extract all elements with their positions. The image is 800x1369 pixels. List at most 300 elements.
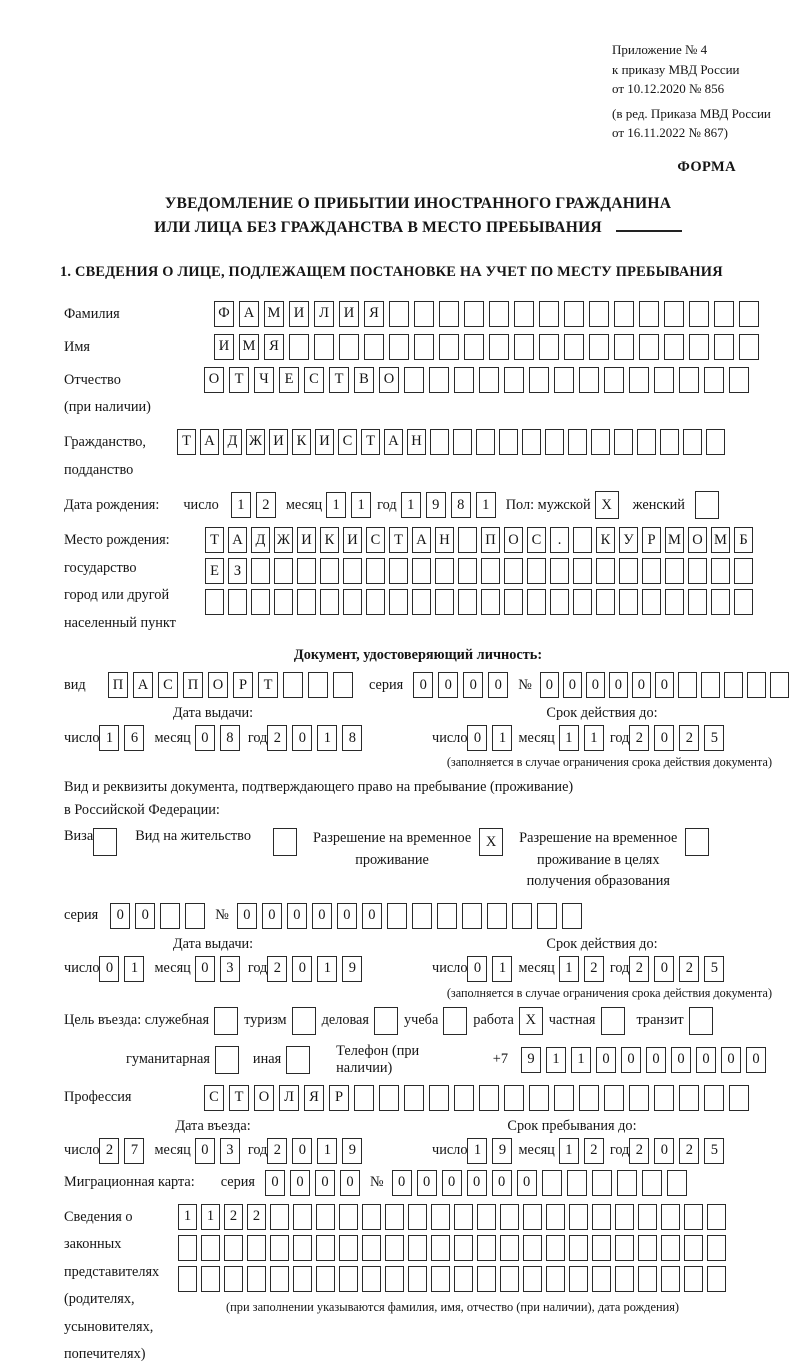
char-cell[interactable]: [614, 301, 634, 327]
char-cell[interactable]: [431, 1204, 450, 1230]
char-cell[interactable]: Ф: [214, 301, 234, 327]
char-cell[interactable]: 0: [337, 903, 357, 929]
char-cell[interactable]: [642, 1170, 662, 1196]
char-cell[interactable]: [293, 1235, 312, 1261]
char-cell[interactable]: 5: [704, 956, 724, 982]
char-cell[interactable]: 0: [488, 672, 508, 698]
char-cell[interactable]: [389, 301, 409, 327]
char-cell[interactable]: 0: [467, 956, 487, 982]
char-cell[interactable]: [270, 1235, 289, 1261]
char-cell[interactable]: 0: [671, 1047, 691, 1073]
char-cell[interactable]: 0: [413, 672, 433, 698]
char-cell[interactable]: [701, 672, 720, 698]
char-cell[interactable]: [414, 334, 434, 360]
char-cell[interactable]: [462, 903, 482, 929]
char-cell[interactable]: Ж: [246, 429, 265, 455]
char-cell[interactable]: [542, 1170, 562, 1196]
char-cell[interactable]: [500, 1266, 519, 1292]
char-cell[interactable]: [205, 589, 224, 615]
char-cell[interactable]: 0: [135, 903, 155, 929]
char-cell[interactable]: И: [269, 429, 288, 455]
char-cell[interactable]: [522, 429, 541, 455]
char-cell[interactable]: 2: [267, 1138, 287, 1164]
char-cell[interactable]: [431, 1266, 450, 1292]
char-cell[interactable]: [389, 589, 408, 615]
char-cell[interactable]: 1: [317, 725, 337, 751]
char-cell[interactable]: 9: [426, 492, 446, 518]
char-cell[interactable]: В: [354, 367, 374, 393]
char-cell[interactable]: 0: [492, 1170, 512, 1196]
char-cell[interactable]: [638, 1204, 657, 1230]
char-cell[interactable]: О: [379, 367, 399, 393]
char-cell[interactable]: 0: [442, 1170, 462, 1196]
char-cell[interactable]: [458, 589, 477, 615]
char-cell[interactable]: [430, 429, 449, 455]
char-cell[interactable]: Т: [329, 367, 349, 393]
char-cell[interactable]: [589, 301, 609, 327]
char-cell[interactable]: [389, 558, 408, 584]
char-cell[interactable]: [389, 334, 409, 360]
char-cell[interactable]: [481, 558, 500, 584]
char-cell[interactable]: Р: [233, 672, 253, 698]
char-cell[interactable]: 0: [632, 672, 651, 698]
char-cell[interactable]: [364, 334, 384, 360]
char-cell[interactable]: У: [619, 527, 638, 553]
char-cell[interactable]: [479, 1085, 499, 1111]
char-cell[interactable]: [614, 334, 634, 360]
char-cell[interactable]: [523, 1235, 542, 1261]
char-cell[interactable]: [454, 1235, 473, 1261]
char-cell[interactable]: Т: [229, 367, 249, 393]
char-cell[interactable]: [362, 1235, 381, 1261]
char-cell[interactable]: [567, 1170, 587, 1196]
char-cell[interactable]: 0: [563, 672, 582, 698]
char-cell[interactable]: [273, 828, 297, 856]
char-cell[interactable]: Д: [251, 527, 270, 553]
char-cell[interactable]: [667, 1170, 687, 1196]
char-cell[interactable]: [333, 672, 353, 698]
char-cell[interactable]: М: [264, 301, 284, 327]
char-cell[interactable]: [477, 1204, 496, 1230]
char-cell[interactable]: С: [527, 527, 546, 553]
char-cell[interactable]: [664, 301, 684, 327]
char-cell[interactable]: [729, 367, 749, 393]
char-cell[interactable]: И: [315, 429, 334, 455]
char-cell[interactable]: О: [688, 527, 707, 553]
char-cell[interactable]: [314, 334, 334, 360]
char-cell[interactable]: [573, 558, 592, 584]
char-cell[interactable]: 6: [124, 725, 144, 751]
char-cell[interactable]: О: [204, 367, 224, 393]
char-cell[interactable]: 0: [438, 672, 458, 698]
char-cell[interactable]: [688, 589, 707, 615]
char-cell[interactable]: М: [711, 527, 730, 553]
char-cell[interactable]: 9: [521, 1047, 541, 1073]
char-cell[interactable]: 0: [315, 1170, 335, 1196]
char-cell[interactable]: Н: [407, 429, 426, 455]
char-cell[interactable]: [251, 558, 270, 584]
char-cell[interactable]: [629, 1085, 649, 1111]
char-cell[interactable]: [679, 1085, 699, 1111]
char-cell[interactable]: 0: [467, 725, 487, 751]
char-cell[interactable]: [637, 429, 656, 455]
char-cell[interactable]: [707, 1204, 726, 1230]
char-cell[interactable]: [615, 1204, 634, 1230]
char-cell[interactable]: 0: [292, 956, 312, 982]
char-cell[interactable]: А: [228, 527, 247, 553]
char-cell[interactable]: [454, 1085, 474, 1111]
char-cell[interactable]: [569, 1266, 588, 1292]
char-cell[interactable]: [569, 1204, 588, 1230]
char-cell[interactable]: 8: [220, 725, 240, 751]
char-cell[interactable]: 1: [546, 1047, 566, 1073]
char-cell[interactable]: .: [550, 527, 569, 553]
char-cell[interactable]: [214, 1007, 238, 1035]
char-cell[interactable]: С: [366, 527, 385, 553]
char-cell[interactable]: 0: [287, 903, 307, 929]
char-cell[interactable]: [638, 1235, 657, 1261]
char-cell[interactable]: [707, 1235, 726, 1261]
char-cell[interactable]: [454, 1204, 473, 1230]
char-cell[interactable]: [412, 589, 431, 615]
char-cell[interactable]: [504, 589, 523, 615]
char-cell[interactable]: 0: [195, 1138, 215, 1164]
char-cell[interactable]: [178, 1235, 197, 1261]
char-cell[interactable]: 0: [721, 1047, 741, 1073]
char-cell[interactable]: [270, 1204, 289, 1230]
char-cell[interactable]: [639, 301, 659, 327]
char-cell[interactable]: Т: [229, 1085, 249, 1111]
char-cell[interactable]: 1: [476, 492, 496, 518]
char-cell[interactable]: 5: [704, 1138, 724, 1164]
char-cell[interactable]: [431, 1235, 450, 1261]
char-cell[interactable]: Т: [177, 429, 196, 455]
char-cell[interactable]: [454, 1266, 473, 1292]
char-cell[interactable]: [711, 558, 730, 584]
char-cell[interactable]: [504, 558, 523, 584]
char-cell[interactable]: [379, 1085, 399, 1111]
char-cell[interactable]: [343, 558, 362, 584]
char-cell[interactable]: [481, 589, 500, 615]
char-cell[interactable]: [665, 558, 684, 584]
char-cell[interactable]: 0: [540, 672, 559, 698]
char-cell[interactable]: [404, 1085, 424, 1111]
char-cell[interactable]: [435, 589, 454, 615]
char-cell[interactable]: [201, 1266, 220, 1292]
char-cell[interactable]: 9: [492, 1138, 512, 1164]
char-cell[interactable]: 0: [621, 1047, 641, 1073]
char-cell[interactable]: [215, 1046, 239, 1074]
char-cell[interactable]: 9: [342, 956, 362, 982]
char-cell[interactable]: [579, 1085, 599, 1111]
char-cell[interactable]: [489, 301, 509, 327]
char-cell[interactable]: 0: [312, 903, 332, 929]
char-cell[interactable]: [579, 367, 599, 393]
char-cell[interactable]: [339, 1204, 358, 1230]
char-cell[interactable]: [408, 1235, 427, 1261]
char-cell[interactable]: [545, 429, 564, 455]
char-cell[interactable]: [439, 334, 459, 360]
char-cell[interactable]: 1: [559, 725, 579, 751]
char-cell[interactable]: Ж: [274, 527, 293, 553]
char-cell[interactable]: [412, 558, 431, 584]
char-cell[interactable]: [704, 1085, 724, 1111]
char-cell[interactable]: [638, 1266, 657, 1292]
char-cell[interactable]: П: [183, 672, 203, 698]
char-cell[interactable]: [550, 589, 569, 615]
char-cell[interactable]: [564, 334, 584, 360]
char-cell[interactable]: 0: [290, 1170, 310, 1196]
char-cell[interactable]: [679, 367, 699, 393]
char-cell[interactable]: [385, 1235, 404, 1261]
char-cell[interactable]: К: [320, 527, 339, 553]
char-cell[interactable]: О: [504, 527, 523, 553]
char-cell[interactable]: [343, 589, 362, 615]
char-cell[interactable]: [443, 1007, 467, 1035]
char-cell[interactable]: Я: [264, 334, 284, 360]
char-cell[interactable]: А: [200, 429, 219, 455]
char-cell[interactable]: 1: [571, 1047, 591, 1073]
char-cell[interactable]: [293, 1204, 312, 1230]
char-cell[interactable]: 7: [124, 1138, 144, 1164]
char-cell[interactable]: 0: [362, 903, 382, 929]
char-cell[interactable]: А: [412, 527, 431, 553]
char-cell[interactable]: [289, 334, 309, 360]
char-cell[interactable]: Р: [642, 527, 661, 553]
char-cell[interactable]: 2: [679, 725, 699, 751]
char-cell[interactable]: И: [297, 527, 316, 553]
char-cell[interactable]: [362, 1204, 381, 1230]
char-cell[interactable]: И: [343, 527, 362, 553]
char-cell[interactable]: Н: [435, 527, 454, 553]
char-cell[interactable]: Т: [361, 429, 380, 455]
char-cell[interactable]: [747, 672, 766, 698]
char-cell[interactable]: [247, 1266, 266, 1292]
char-cell[interactable]: [439, 301, 459, 327]
char-cell[interactable]: 1: [201, 1204, 220, 1230]
char-cell[interactable]: [429, 367, 449, 393]
char-cell[interactable]: Т: [205, 527, 224, 553]
char-cell[interactable]: 2: [679, 956, 699, 982]
char-cell[interactable]: Т: [258, 672, 278, 698]
char-cell[interactable]: 1: [317, 956, 337, 982]
char-cell[interactable]: [573, 527, 592, 553]
char-cell[interactable]: [412, 903, 432, 929]
char-cell[interactable]: [596, 589, 615, 615]
char-cell[interactable]: [689, 334, 709, 360]
char-cell[interactable]: [661, 1235, 680, 1261]
char-cell[interactable]: [476, 429, 495, 455]
char-cell[interactable]: [592, 1266, 611, 1292]
char-cell[interactable]: П: [108, 672, 128, 698]
char-cell[interactable]: [274, 589, 293, 615]
char-cell[interactable]: [683, 429, 702, 455]
char-cell[interactable]: [514, 301, 534, 327]
char-cell[interactable]: 8: [342, 725, 362, 751]
char-cell[interactable]: Я: [364, 301, 384, 327]
char-cell[interactable]: [562, 903, 582, 929]
char-cell[interactable]: [274, 558, 293, 584]
char-cell[interactable]: 9: [342, 1138, 362, 1164]
char-cell[interactable]: 2: [267, 956, 287, 982]
char-cell[interactable]: [661, 1266, 680, 1292]
char-cell[interactable]: 1: [401, 492, 421, 518]
char-cell[interactable]: 1: [584, 725, 604, 751]
char-cell[interactable]: 2: [224, 1204, 243, 1230]
char-cell[interactable]: [739, 301, 759, 327]
char-cell[interactable]: 0: [262, 903, 282, 929]
char-cell[interactable]: [247, 1235, 266, 1261]
char-cell[interactable]: 2: [584, 956, 604, 982]
char-cell[interactable]: [589, 334, 609, 360]
char-cell[interactable]: 1: [559, 956, 579, 982]
char-cell[interactable]: 1: [231, 492, 251, 518]
char-cell[interactable]: 0: [609, 672, 628, 698]
char-cell[interactable]: [615, 1235, 634, 1261]
char-cell[interactable]: [354, 1085, 374, 1111]
char-cell[interactable]: [689, 1007, 713, 1035]
char-cell[interactable]: [414, 301, 434, 327]
char-cell[interactable]: [185, 903, 205, 929]
char-cell[interactable]: [408, 1204, 427, 1230]
char-cell[interactable]: 0: [654, 1138, 674, 1164]
char-cell[interactable]: [568, 429, 587, 455]
char-cell[interactable]: [734, 589, 753, 615]
char-cell[interactable]: [614, 429, 633, 455]
char-cell[interactable]: [664, 334, 684, 360]
char-cell[interactable]: О: [208, 672, 228, 698]
char-cell[interactable]: X: [595, 491, 619, 519]
char-cell[interactable]: 0: [99, 956, 119, 982]
char-cell[interactable]: [573, 589, 592, 615]
char-cell[interactable]: Т: [389, 527, 408, 553]
char-cell[interactable]: [366, 589, 385, 615]
char-cell[interactable]: 1: [492, 725, 512, 751]
char-cell[interactable]: [706, 429, 725, 455]
char-cell[interactable]: [339, 1235, 358, 1261]
char-cell[interactable]: Л: [314, 301, 334, 327]
char-cell[interactable]: [539, 301, 559, 327]
char-cell[interactable]: [320, 558, 339, 584]
char-cell[interactable]: [366, 558, 385, 584]
char-cell[interactable]: [569, 1235, 588, 1261]
char-cell[interactable]: Д: [223, 429, 242, 455]
char-cell[interactable]: [707, 1266, 726, 1292]
char-cell[interactable]: [429, 1085, 449, 1111]
char-cell[interactable]: 1: [351, 492, 371, 518]
char-cell[interactable]: [729, 1085, 749, 1111]
char-cell[interactable]: Е: [205, 558, 224, 584]
char-cell[interactable]: [385, 1266, 404, 1292]
char-cell[interactable]: 0: [417, 1170, 437, 1196]
char-cell[interactable]: [512, 903, 532, 929]
char-cell[interactable]: [770, 672, 789, 698]
char-cell[interactable]: К: [596, 527, 615, 553]
char-cell[interactable]: [704, 367, 724, 393]
char-cell[interactable]: [504, 367, 524, 393]
char-cell[interactable]: [523, 1266, 542, 1292]
char-cell[interactable]: [684, 1204, 703, 1230]
char-cell[interactable]: [523, 1204, 542, 1230]
char-cell[interactable]: Е: [279, 367, 299, 393]
char-cell[interactable]: [592, 1235, 611, 1261]
char-cell[interactable]: [499, 429, 518, 455]
char-cell[interactable]: 0: [292, 1138, 312, 1164]
char-cell[interactable]: Р: [329, 1085, 349, 1111]
char-cell[interactable]: [529, 1085, 549, 1111]
char-cell[interactable]: [711, 589, 730, 615]
char-cell[interactable]: [408, 1266, 427, 1292]
char-cell[interactable]: 0: [110, 903, 130, 929]
char-cell[interactable]: С: [304, 367, 324, 393]
char-cell[interactable]: [500, 1235, 519, 1261]
char-cell[interactable]: И: [339, 301, 359, 327]
char-cell[interactable]: К: [292, 429, 311, 455]
char-cell[interactable]: [714, 301, 734, 327]
char-cell[interactable]: [489, 334, 509, 360]
char-cell[interactable]: [688, 558, 707, 584]
char-cell[interactable]: [678, 672, 697, 698]
char-cell[interactable]: [619, 558, 638, 584]
char-cell[interactable]: С: [338, 429, 357, 455]
char-cell[interactable]: 0: [392, 1170, 412, 1196]
char-cell[interactable]: [604, 1085, 624, 1111]
char-cell[interactable]: 2: [629, 725, 649, 751]
char-cell[interactable]: А: [384, 429, 403, 455]
char-cell[interactable]: 3: [220, 956, 240, 982]
char-cell[interactable]: [714, 334, 734, 360]
char-cell[interactable]: [546, 1235, 565, 1261]
char-cell[interactable]: [685, 828, 709, 856]
char-cell[interactable]: 2: [629, 1138, 649, 1164]
char-cell[interactable]: 0: [517, 1170, 537, 1196]
char-cell[interactable]: 0: [340, 1170, 360, 1196]
char-cell[interactable]: 2: [99, 1138, 119, 1164]
char-cell[interactable]: 0: [655, 672, 674, 698]
char-cell[interactable]: [458, 558, 477, 584]
char-cell[interactable]: 2: [584, 1138, 604, 1164]
char-cell[interactable]: П: [481, 527, 500, 553]
char-cell[interactable]: [537, 903, 557, 929]
char-cell[interactable]: [739, 334, 759, 360]
char-cell[interactable]: [592, 1204, 611, 1230]
char-cell[interactable]: [684, 1266, 703, 1292]
char-cell[interactable]: [529, 367, 549, 393]
char-cell[interactable]: М: [239, 334, 259, 360]
char-cell[interactable]: А: [133, 672, 153, 698]
char-cell[interactable]: [695, 491, 719, 519]
char-cell[interactable]: [224, 1266, 243, 1292]
char-cell[interactable]: 1: [124, 956, 144, 982]
char-cell[interactable]: [619, 589, 638, 615]
char-cell[interactable]: [270, 1266, 289, 1292]
char-cell[interactable]: 0: [746, 1047, 766, 1073]
char-cell[interactable]: [224, 1235, 243, 1261]
char-cell[interactable]: [201, 1235, 220, 1261]
char-cell[interactable]: [477, 1235, 496, 1261]
char-cell[interactable]: [316, 1235, 335, 1261]
char-cell[interactable]: 0: [467, 1170, 487, 1196]
char-cell[interactable]: [477, 1266, 496, 1292]
char-cell[interactable]: [617, 1170, 637, 1196]
char-cell[interactable]: [339, 1266, 358, 1292]
char-cell[interactable]: 1: [467, 1138, 487, 1164]
char-cell[interactable]: 5: [704, 725, 724, 751]
char-cell[interactable]: 3: [220, 1138, 240, 1164]
char-cell[interactable]: [554, 1085, 574, 1111]
char-cell[interactable]: [404, 367, 424, 393]
char-cell[interactable]: 2: [679, 1138, 699, 1164]
